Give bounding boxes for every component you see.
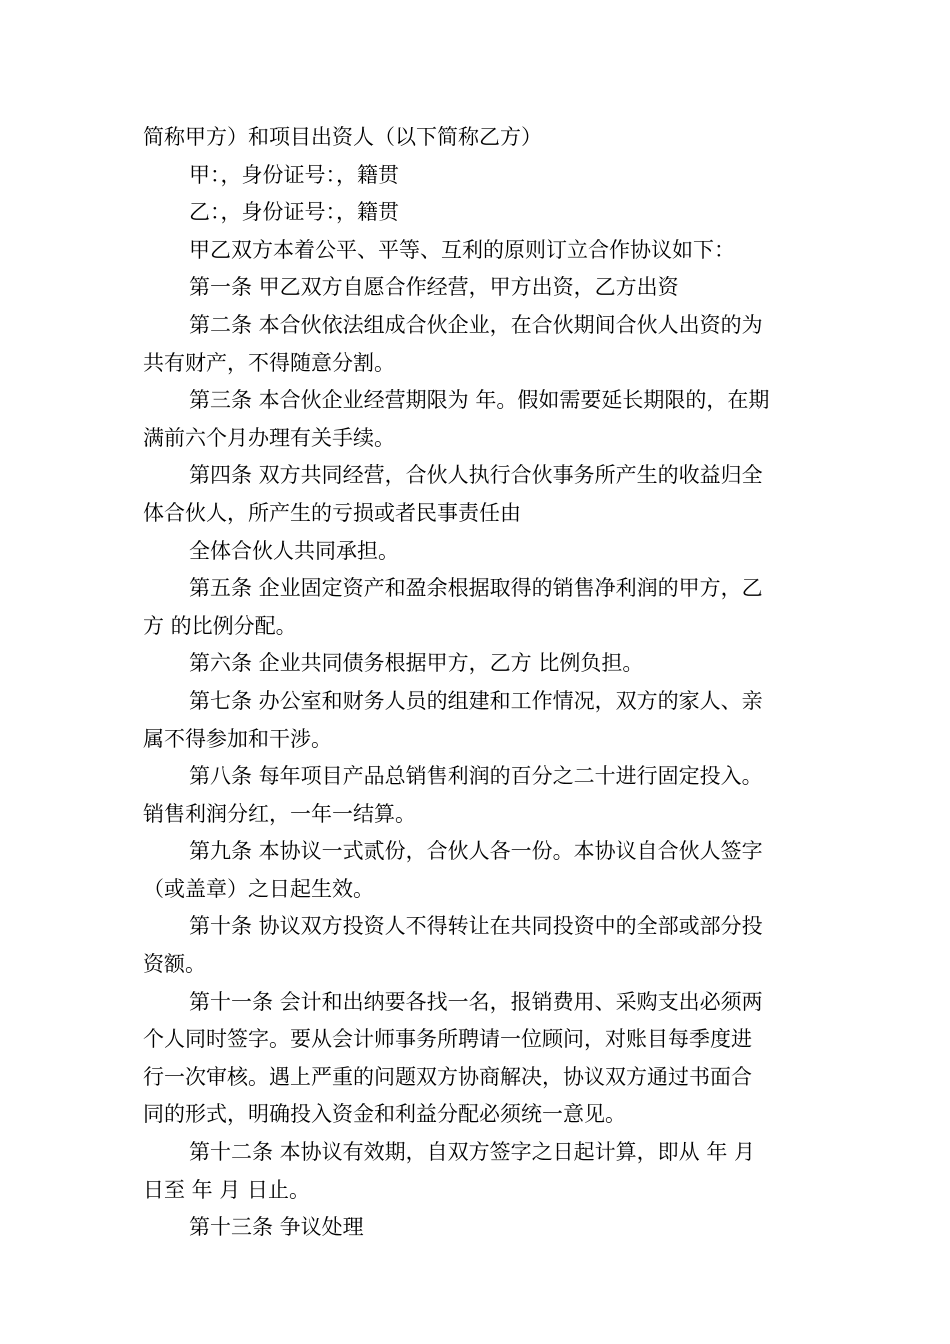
paragraph-article-10	[143, 908, 811, 983]
paragraph-line: 行一次审核。遇上严重的问题双方协商解决，协议双方通过书面合	[143, 1064, 752, 1089]
paragraph-article-9	[143, 833, 811, 908]
paragraph-line: 甲乙双方本着公平、平等、互利的原则订立合作协议如下：	[189, 237, 735, 262]
paragraph-line: 个人同时签字。要从会计师事务所聘请一位顾问，对账目每季度进	[143, 1027, 752, 1052]
paragraph-line: 第一条 甲乙双方自愿合作经营，甲方出资，乙方出资	[189, 275, 679, 300]
paragraph-line: 方 的比例分配。	[143, 613, 297, 638]
document-body	[143, 119, 811, 1247]
paragraph-party-b	[143, 194, 811, 232]
paragraph-article-6	[143, 645, 811, 683]
paragraph-intro-parties	[143, 119, 811, 157]
paragraph-line: 资额。	[143, 952, 206, 977]
paragraph-line: 销售利润分红，一年一结算。	[143, 801, 416, 826]
paragraph-line: 属不得参加和干涉。	[143, 726, 332, 751]
paragraph-line: 体合伙人，所产生的亏损或者民事责任由	[143, 500, 521, 525]
paragraph-line: 共有财产，不得随意分割。	[143, 350, 395, 375]
paragraph-line: 全体合伙人共同承担。	[189, 538, 399, 563]
paragraph-line: 第十一条 会计和出纳要各找一名，报销费用、采购支出必须两	[189, 989, 763, 1014]
paragraph-line: 第八条 每年项目产品总销售利润的百分之二十进行固定投入。	[189, 764, 763, 789]
paragraph-line: 第二条 本合伙依法组成合伙企业，在合伙期间合伙人出资的为	[189, 312, 763, 337]
paragraph-line: 第九条 本协议一式贰份，合伙人各一份。本协议自合伙人签字	[189, 839, 763, 864]
paragraph-line: 甲：，身份证号：，籍贯	[189, 162, 399, 187]
paragraph-article-8	[143, 758, 811, 833]
paragraph-line: 乙：，身份证号：，籍贯	[189, 200, 399, 225]
paragraph-article-1	[143, 269, 811, 307]
paragraph-article-13	[143, 1209, 811, 1247]
paragraph-article-5	[143, 570, 811, 645]
paragraph-line: 第七条 办公室和财务人员的组建和工作情况，双方的家人、亲	[189, 688, 763, 713]
paragraph-line: 第十二条 本协议有效期，自双方签字之日起计算，即从 年 月	[189, 1140, 756, 1165]
paragraph-line: 第十条 协议双方投资人不得转让在共同投资中的全部或部分投	[189, 914, 763, 939]
paragraph-line: （或盖章）之日起生效。	[143, 876, 374, 901]
paragraph-line: 第十三条 争议处理	[189, 1215, 364, 1240]
paragraph-article-12	[143, 1134, 811, 1209]
paragraph-article-3	[143, 382, 811, 457]
paragraph-article-11	[143, 984, 811, 1134]
paragraph-article-7	[143, 683, 811, 758]
paragraph-article-2	[143, 307, 811, 382]
paragraph-line: 第三条 本合伙企业经营期限为 年。假如需要延长期限的，在期	[189, 388, 770, 413]
paragraph-party-a	[143, 157, 811, 195]
paragraph-article-4-cont	[143, 533, 811, 571]
paragraph-article-4	[143, 457, 811, 532]
paragraph-line: 第六条 企业共同债务根据甲方，乙方 比例负担。	[189, 651, 644, 676]
paragraph-line: 满前六个月办理有关手续。	[143, 425, 395, 450]
paragraph-line: 日至 年 月 日止。	[143, 1177, 311, 1202]
paragraph-preamble	[143, 232, 811, 270]
paragraph-line: 第四条 双方共同经营，合伙人执行合伙事务所产生的收益归全	[189, 463, 763, 488]
paragraph-line: 第五条 企业固定资产和盈余根据取得的销售净利润的甲方，乙	[189, 576, 763, 601]
paragraph-line: 简称甲方）和项目出资人（以下简称乙方）	[143, 125, 542, 149]
paragraph-line: 同的形式，明确投入资金和利益分配必须统一意见。	[143, 1102, 626, 1127]
